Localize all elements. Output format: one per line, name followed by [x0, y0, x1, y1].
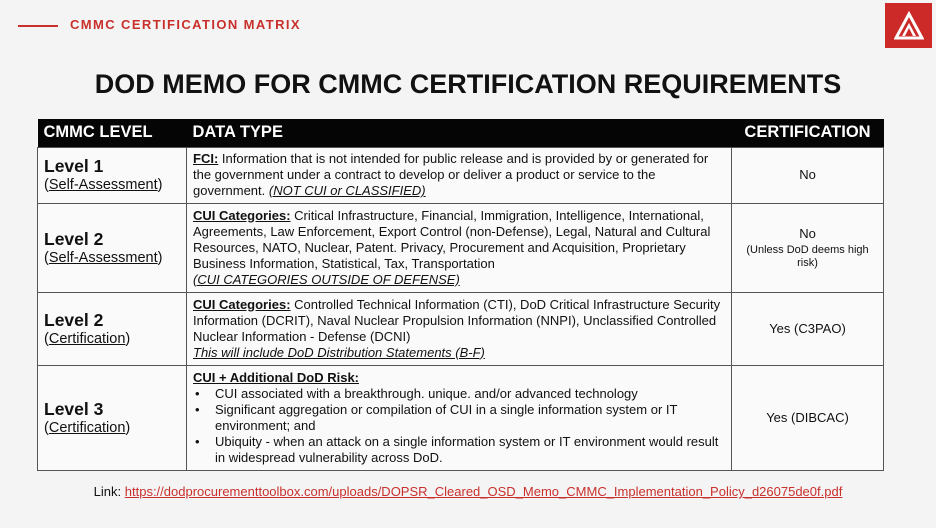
table-row [38, 365, 884, 470]
certification-cell [732, 365, 884, 470]
data-type-cell [187, 292, 732, 365]
certification-cell [732, 292, 884, 365]
level-subtitle-text: Self-Assessment [48, 177, 158, 193]
level-cell [38, 292, 187, 365]
certification-matrix-table [37, 119, 884, 471]
level-name: Level 3 [44, 398, 104, 419]
level-subtitle: (Self-Assessment) [44, 177, 163, 193]
data-type-cell [187, 147, 732, 203]
level-subtitle: (Certification) [44, 419, 131, 436]
certification-value: No [799, 225, 816, 241]
level-cell [38, 365, 187, 470]
level-subtitle-text: Certification [48, 330, 126, 347]
level-name: Level 2 [44, 309, 104, 330]
level-name: Level 2 [44, 228, 104, 249]
data-type-lead: CUI Categories: [193, 296, 291, 312]
certification-cell [732, 147, 884, 203]
level-name: Level 1 [44, 156, 104, 176]
data-type-text: Critical Infrastructure, Financial, Immigration, Intelligence, International, Agreements, Law Enforcement, Export Control (non-Defense), Legal, Natural and Cultural Resources, NATO, Nuclear, Patent. Privacy, Procurement and Acquisition, Proprietary Business Information, Statistical, Tax, Transportation [193, 207, 711, 271]
table-row [38, 147, 884, 203]
data-type-note: (NOT CUI or CLASSIFIED) [268, 183, 426, 198]
data-type-lead: FCI: [193, 151, 219, 166]
data-type-text: Controlled Technical Information (CTI), DoD Critical Infrastructure Security Information (DCRIT), Naval Nuclear Propulsion Information (NNPI), Unclassified Controlled Nuclear Information - Defense (DCNI) [193, 296, 721, 344]
level-subtitle-text: Self-Assessment [48, 249, 158, 266]
level-cell [38, 203, 187, 292]
link-label: Link: [93, 484, 122, 499]
page-title: DOD MEMO FOR CMMC CERTIFICATION REQUIREMENTS [94, 69, 842, 99]
data-type-cell [187, 365, 732, 470]
list-item: • CUI associated with a breakthrough. unique. and/or advanced technology [193, 386, 725, 402]
certification-value: Yes (DIBCAC) [766, 409, 849, 425]
level-cell [38, 147, 187, 203]
header-certification: CERTIFICATION [732, 119, 884, 147]
header-label: CMMC CERTIFICATION MATRIX [70, 17, 301, 32]
logo [885, 3, 932, 48]
certification-value: No [799, 167, 816, 182]
table-row [38, 203, 884, 292]
header-cmmc-level: CMMC LEVEL [38, 119, 187, 147]
data-type-lead: CUI + Additional DoD Risk: [193, 369, 359, 385]
level-subtitle-text: Certification [48, 419, 126, 436]
table-header-row [38, 119, 884, 147]
list-item: • Ubiquity - when an attack on a single information system or IT environment would result in widespread vulnerability across DoD. [193, 434, 725, 466]
header-data-type: DATA TYPE [187, 119, 732, 147]
level-subtitle: (Certification) [44, 330, 131, 347]
list-item: • Significant aggregation or compilation of CUI in a single information system or IT environment; and [193, 402, 725, 434]
header-rule [18, 25, 58, 27]
certification-note: (Unless DoD deems high risk) [746, 243, 869, 269]
level-subtitle: (Self-Assessment) [44, 249, 163, 266]
data-type-note: (CUI CATEGORIES OUTSIDE OF DEFENSE) [193, 271, 460, 287]
certification-value: Yes (C3PAO) [769, 320, 846, 336]
table-row [38, 292, 884, 365]
risk-bullet-list [193, 386, 725, 466]
memo-link[interactable]: https://dodprocurementtoolbox.com/uploads/DOPSR_Cleared_OSD_Memo_CMMC_Implementation_Policy_d26075de0f.pdf [124, 484, 843, 499]
data-type-lead: CUI Categories: [193, 207, 291, 223]
certification-cell [732, 203, 884, 292]
red-triangle-logo-icon [894, 11, 924, 41]
footer-link-row [0, 484, 936, 499]
data-type-cell [187, 203, 732, 292]
data-type-text: Information that is not intended for public release and is provided by or generated for the government under a contract to develop or deliver a product or service to the government. [193, 151, 709, 198]
data-type-note: This will include DoD Distribution Statements (B-F) [193, 344, 485, 360]
